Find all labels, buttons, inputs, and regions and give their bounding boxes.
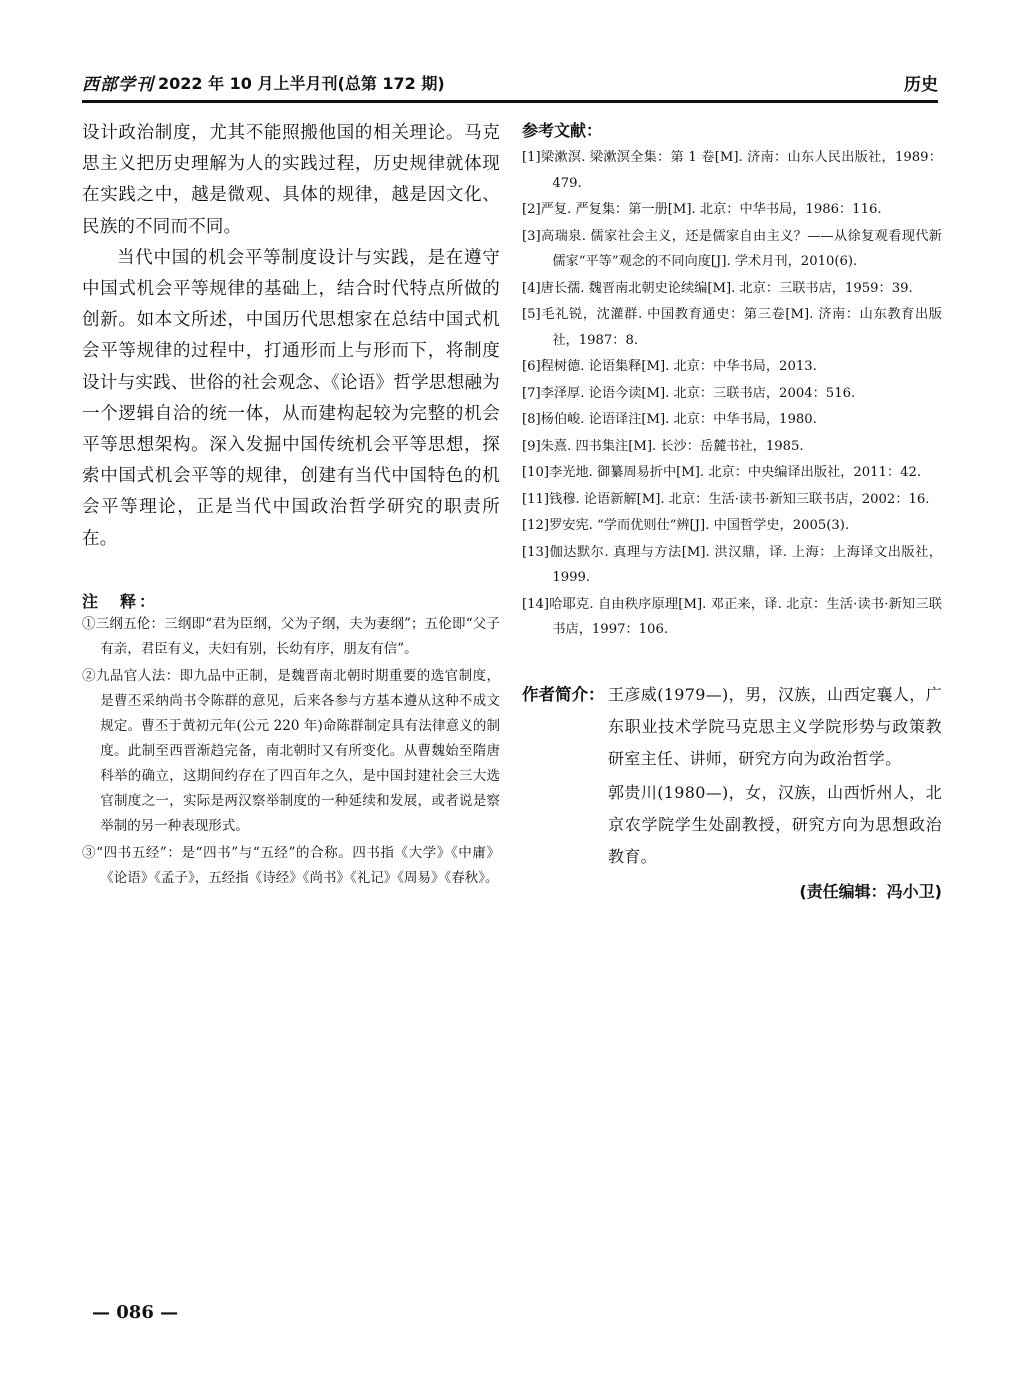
author-label: 作者简介： <box>522 684 605 704</box>
note-item: ①三纲五伦：三纲即“君为臣纲，父为子纲，夫为妻纲”；五伦即“父子有亲，君臣有义，夫妇有别，长幼有序，朋友有信”。 <box>82 615 500 657</box>
journal-logo: 西部学刊 <box>82 75 154 95</box>
references-title: 参考文献： <box>522 121 603 140</box>
responsible-editor: (责任编辑：冯小卫) <box>799 881 942 901</box>
notes-title: 注 释： <box>82 591 159 611</box>
reference-item: [12]罗安宪. “学而优则仕”辨[J]. 中国哲学史，2005(3). <box>522 518 850 533</box>
reference-item: [13]伽达默尔. 真理与方法[M]. 洪汉鼎，译. 上海：上海译文出版社，1999. <box>522 544 942 585</box>
reference-item: [4]唐长孺. 魏晋南北朝史论续编[M]. 北京：三联书店，1959：39. <box>522 280 913 296</box>
reference-item: [7]李泽厚. 论语今读[M]. 北京：三联书店，2004：516. <box>522 385 856 401</box>
reference-item: [14]哈耶克. 自由秩序原理[M]. 邓正来，译. 北京：生活·读书·新知三联书店，1997：106. <box>522 596 942 637</box>
reference-item: [3]高瑞泉. 儒家社会主义，还是儒家自由主义？——从徐复观看现代新儒家“平等”观念的不同向度[J]. 学术月刊，2010(6). <box>522 228 942 269</box>
reference-item: [5]毛礼锐，沈灌群. 中国教育通史：第三卷[M]. 济南：山东教育出版社，1987：8. <box>522 307 942 348</box>
author-info <box>522 679 942 902</box>
right-column <box>522 118 942 902</box>
note-item: ②九品官人法：即九品中正制，是魏晋南北朝时期重要的选官制度，是曹丕采纳尚书令陈群的意见，后来各参与方基本遵从这种不成文规定。曹丕于黄初元年(公元 220 年)命陈群制定具有法律意义的制度。此制至西晋渐趋完备，南北朝时又有所变化。从曹魏始至隋唐科举的确立，这期间约存在了四百年之久，是中国封建社会三大选官制度之一，实际是两汉察举制度的一种延续和发展，或者说是察举制的另一种表现形式。 <box>82 667 500 834</box>
reference-item: [8]杨伯峻. 论语译注[M]. 北京：中华书局，1980. <box>522 412 817 427</box>
author-bio: 郭贵川(1980—)，女，汉族，山西忻州人，北京农学院学生处副教授，研究方向为思想政治教育。 <box>608 782 942 866</box>
reference-item: [11]钱穆. 论语新解[M]. 北京：生活·读书·新知三联书店，2002：16. <box>522 491 930 507</box>
body-paragraph: 设计政治制度，尤其不能照搬他国的相关理论。马克思主义把历史理解为人的实践过程，历史规律就体现在实践之中，越是微观、具体的规律，越是因文化、民族的不同而不同。 <box>82 123 500 237</box>
reference-item: [10]李光地. 御纂周易折中[M]. 北京：中央编译出版社，2011：42. <box>522 465 922 480</box>
left-column <box>82 118 500 891</box>
author-text <box>608 679 942 873</box>
reference-item: [9]朱熹. 四书集注[M]. 长沙：岳麓书社，1985. <box>522 438 804 454</box>
reference-item: [6]程树德. 论语集释[M]. 北京：中华书局，2013. <box>522 359 817 374</box>
header-rule <box>82 100 938 103</box>
section-name: 历史 <box>904 75 938 95</box>
reference-item: [2]严复. 严复集：第一册[M]. 北京：中华书局，1986：116. <box>522 202 882 217</box>
issue-info: 2022 年 10 月上半月刊(总第 172 期) <box>158 74 445 93</box>
page-number: — 086 — <box>92 1302 179 1323</box>
body-paragraph: 当代中国的机会平等制度设计与实践，是在遵守中国式机会平等规律的基础上，结合时代特点所做的创新。如本文所述，中国历代思想家在总结中国式机会平等规律的过程中，打通形而上与形而下，将制度设计与实践、世俗的社会观念、《论语》哲学思想融为一个逻辑自洽的统一体，从而建构起较为完整的机会平等思想架构。深入发掘中国传统机会平等思想，探索中国式机会平等的规律，创建有当代中国特色的机会平等理论，正是当代中国政治哲学研究的职责所在。 <box>82 247 500 549</box>
author-bio: 王彦威(1979—)，男，汉族，山西定襄人，广东职业技术学院马克思主义学院形势与政策教研室主任、讲师，研究方向为政治哲学。 <box>608 684 942 768</box>
note-item: ③“四书五经”：是“四书”与“五经”的合称。四书指《大学》《中庸》《论语》《孟子》，五经指《诗经》《尚书》《礼记》《周易》《春秋》。 <box>82 844 500 886</box>
page-header <box>82 70 938 98</box>
reference-item: [1]梁漱溟. 梁漱溟全集：第 1 卷[M]. 济南：山东人民出版社，1989：479. <box>522 150 942 191</box>
